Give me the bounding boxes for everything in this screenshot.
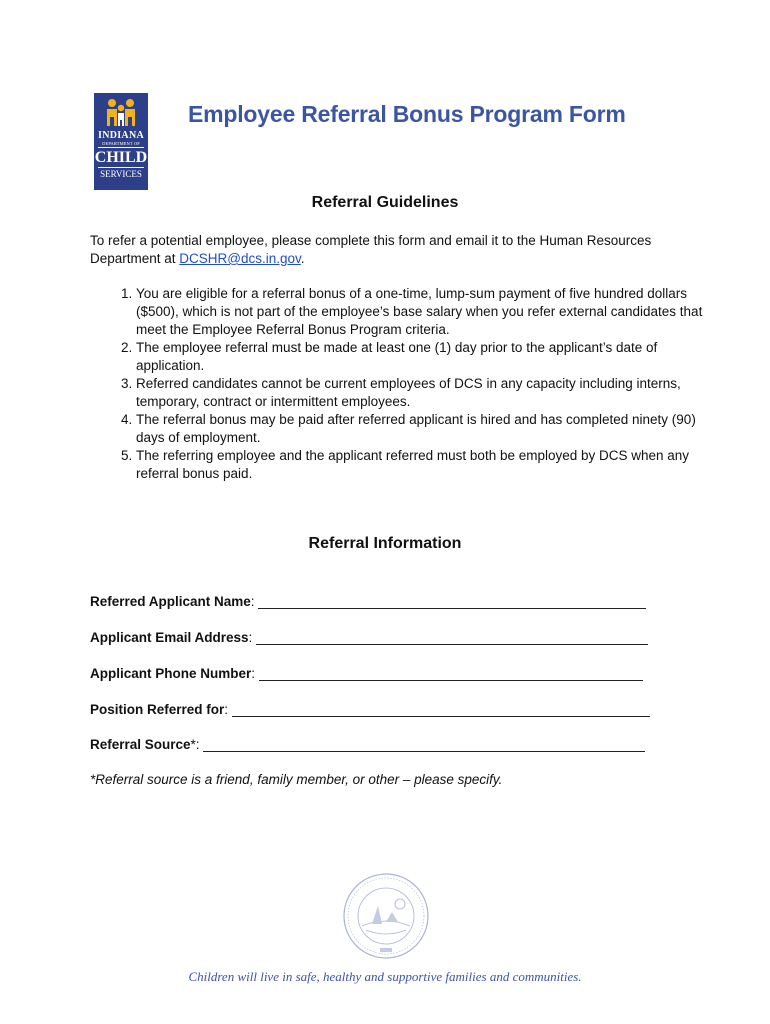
dcs-logo: [94, 93, 148, 190]
logo-line-department: DEPARTMENT OF: [98, 141, 144, 148]
field-referral-source: [90, 737, 645, 752]
field-applicant-email-address: [90, 630, 648, 645]
field-suffix: :: [224, 702, 229, 717]
guidelines-list: [108, 285, 716, 483]
intro-end: .: [300, 251, 305, 266]
field-suffix: :: [250, 594, 255, 609]
field-suffix: *:: [190, 737, 200, 752]
field-label: Referral Source: [90, 737, 191, 752]
field-referred-applicant-name: [90, 594, 646, 609]
hr-email-link[interactable]: DCSHR@dcs.in.gov: [179, 251, 301, 266]
guideline-item: 2. The employee referral must be made at least one (1) day prior to the applicant’s date of application.: [136, 339, 716, 375]
guideline-item: 1. You are eligible for a referral bonus of a one-time, lump-sum payment of five hundred dollars ($500), which is not part of the employee’s base salary when you refer external candidates that meet the Employee Referral Bonus Program criteria.: [136, 285, 716, 339]
referral-source-note: *Referral source is a friend, family member, or other – please specify.: [90, 772, 503, 787]
field-suffix: :: [251, 666, 256, 681]
position-referred-for-blank[interactable]: [232, 702, 650, 717]
field-label: Applicant Phone Number: [90, 666, 252, 681]
guidelines-intro: [90, 232, 670, 268]
logo-line-services: SERVICES: [98, 167, 144, 179]
logo-line-child: CHILD: [94, 149, 148, 166]
field-applicant-phone-number: [90, 666, 643, 681]
referral-source-blank[interactable]: [203, 737, 645, 752]
field-label: Position Referred for: [90, 702, 225, 717]
applicant-phone-number-blank[interactable]: [259, 666, 643, 681]
field-suffix: :: [248, 630, 253, 645]
logo-line-indiana: INDIANA: [98, 130, 144, 141]
indiana-state-seal-icon: [342, 872, 430, 960]
field-label: Referred Applicant Name: [90, 594, 251, 609]
information-heading: Referral Information: [308, 535, 462, 552]
footer-motto: Children will live in safe, healthy and supportive families and communities.: [188, 969, 582, 984]
referred-applicant-name-blank[interactable]: [258, 594, 646, 609]
guideline-item: 3. Referred candidates cannot be current employees of DCS in any capacity including interns, temporary, contract or intermittent employees.: [136, 375, 716, 411]
family-figures-icon: [103, 97, 139, 127]
field-label: Applicant Email Address: [90, 630, 249, 645]
applicant-email-address-blank[interactable]: [256, 630, 648, 645]
field-position-referred-for: [90, 702, 650, 717]
guidelines-heading: Referral Guidelines: [311, 194, 459, 211]
guideline-item: 5. The referring employee and the applicant referred must both be employed by DCS when any referral bonus paid.: [136, 447, 716, 483]
intro-text: To refer a potential employee, please complete this form and email it to the Human Resources Department at: [90, 233, 652, 266]
page-title: Employee Referral Bonus Program Form: [188, 101, 626, 127]
guideline-item: 4. The referral bonus may be paid after referred applicant is hired and has completed ninety (90) days of employment.: [136, 411, 716, 447]
